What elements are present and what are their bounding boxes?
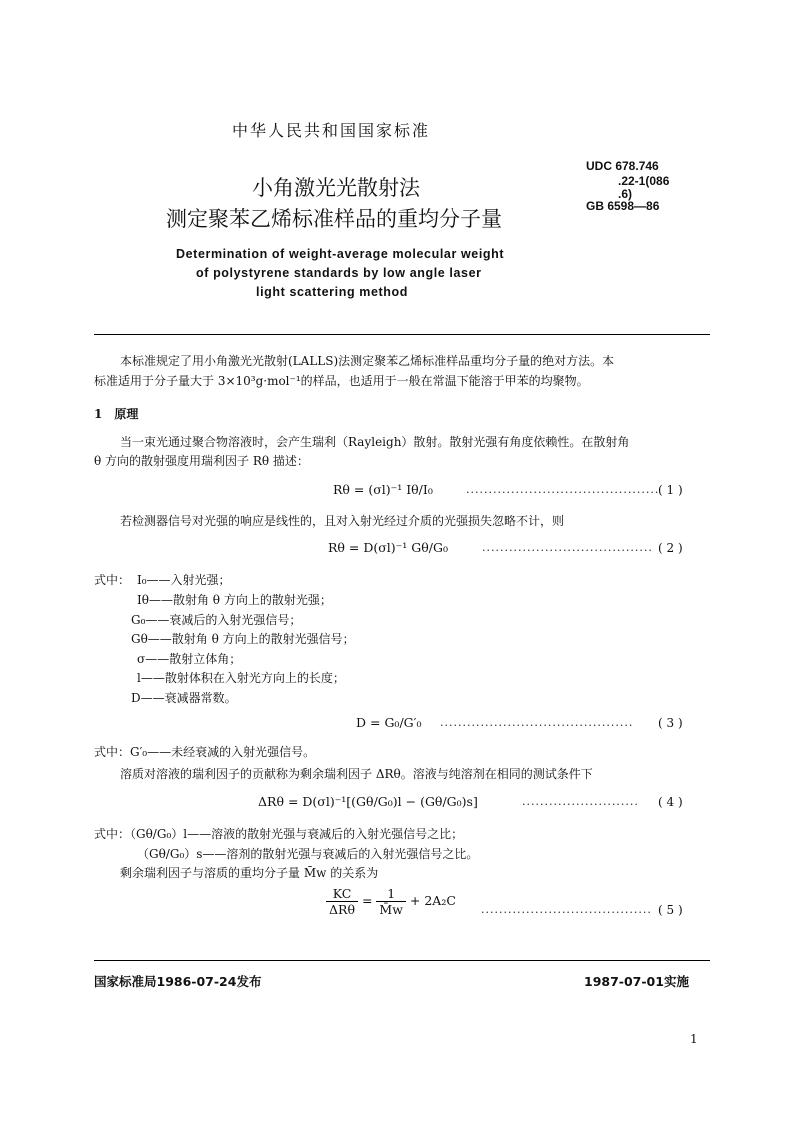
fraction-numerator: KC — [326, 886, 358, 902]
molecular-weight-paragraph: 剩余瑞利因子与溶质的重均分子量 M̄w 的关系为 — [120, 866, 379, 880]
leader-dots: .......................... — [522, 795, 639, 808]
definition-item: Gθ——散射角 θ 方向上的散射光强信号； — [131, 632, 355, 646]
udc-code: UDC 678.746 — [586, 159, 659, 173]
where-label: 式中： — [94, 573, 131, 587]
equation-3: D = G₀/G′₀ — [356, 715, 422, 730]
fraction-right — [376, 886, 406, 917]
page-number: 1 — [690, 1032, 698, 1046]
leader-dots: ........................................... — [466, 483, 660, 496]
leader-dots: ...................................... — [481, 903, 652, 916]
gb-number: GB 6598—86 — [586, 199, 660, 213]
top-divider — [94, 334, 710, 335]
bottom-divider — [94, 960, 710, 961]
equation-2: Rθ = D(σl)⁻¹ Gθ/G₀ — [328, 540, 448, 555]
effective-date: 1987-07-01实施 — [584, 974, 689, 989]
english-title-line-1: Determination of weight-average molecular weight — [176, 247, 505, 261]
equals-sign: = — [361, 893, 373, 908]
definition-item: D——衰减器常数。 — [131, 691, 237, 705]
fraction-denominator: M̄w — [379, 902, 403, 917]
equation-4: ΔRθ = D(σl)⁻¹[(Gθ/G₀)l − (Gθ/G₀)s] — [258, 794, 478, 809]
definition-item: I₀——入射光强； — [137, 573, 231, 587]
leader-dots: ........................................... — [440, 716, 634, 729]
issue-date: 国家标准局1986-07-24发布 — [94, 974, 262, 989]
standard-name: 中华人民共和国国家标准 — [232, 121, 431, 140]
udc-code-cont-2: .6) — [618, 187, 633, 201]
definition-item: G₀——衰减后的入射光强信号； — [131, 613, 302, 627]
definition-item: l——散射体积在入射光方向上的长度； — [137, 671, 345, 685]
leader-dots: ...................................... — [482, 541, 653, 554]
english-title-line-3: light scattering method — [256, 285, 409, 299]
intro-line-1: 本标准规定了用小角激光光散射(LALLS)法测定聚苯乙烯标准样品重均分子量的绝对方法。本 — [120, 354, 615, 368]
equation-number-1: ( 1 ) — [658, 483, 683, 497]
title-line-1: 小角激光光散射法 — [252, 176, 420, 200]
excess-rayleigh-paragraph: 溶质对溶液的瑞利因子的贡献称为剩余瑞利因子 ΔRθ。溶液与纯溶剂在相同的测试条件下 — [120, 767, 593, 781]
equation-5 — [326, 886, 456, 917]
english-title-line-2: of polystyrene standards by low angle laser — [196, 266, 482, 280]
section-heading: 1 原理 — [94, 407, 139, 421]
intro-line-2: 标准适用于分子量大于 3×10³g·mol⁻¹的样品，也适用于一般在常温下能溶于甲苯的均聚物。 — [94, 374, 589, 388]
equation-tail: + 2A₂C — [409, 893, 456, 908]
equation-number-5: ( 5 ) — [658, 903, 683, 917]
detector-paragraph: 若检测器信号对光强的响应是线性的，且对入射光经过介质的光强损失忽略不计，则 — [120, 514, 565, 528]
where-definition-3-cont: （Gθ/G₀）s——溶剂的散射光强与衰减后的入射光强信号之比。 — [137, 847, 479, 861]
equation-number-3: ( 3 ) — [658, 716, 683, 730]
fraction-left — [326, 886, 358, 917]
udc-code-cont: .22-1(086 — [618, 174, 670, 188]
title-line-2: 测定聚苯乙烯标准样品的重均分子量 — [166, 207, 502, 231]
principle-line-2: θ 方向的散射强度用瑞利因子 Rθ 描述： — [94, 454, 309, 468]
equation-number-2: ( 2 ) — [658, 541, 683, 555]
definition-item: σ——散射立体角； — [137, 652, 242, 666]
equation-number-4: ( 4 ) — [658, 795, 683, 809]
definition-item: Iθ——散射角 θ 方向上的散射光强； — [137, 593, 332, 607]
principle-line-1: 当一束光通过聚合物溶液时，会产生瑞利（Rayleigh）散射。散射光强有角度依赖性。在散射角 — [120, 435, 630, 449]
equation-1: Rθ = (σl)⁻¹ Iθ/I₀ — [333, 482, 433, 497]
where-definition-3: 式中：（Gθ/G₀）l——溶液的散射光强与衰减后的入射光强信号之比； — [94, 827, 464, 841]
fraction-numerator: 1 — [376, 886, 406, 902]
fraction-denominator: ΔRθ — [329, 902, 355, 917]
where-definition-2: 式中：G′₀——未经衰减的入射光强信号。 — [94, 745, 316, 759]
